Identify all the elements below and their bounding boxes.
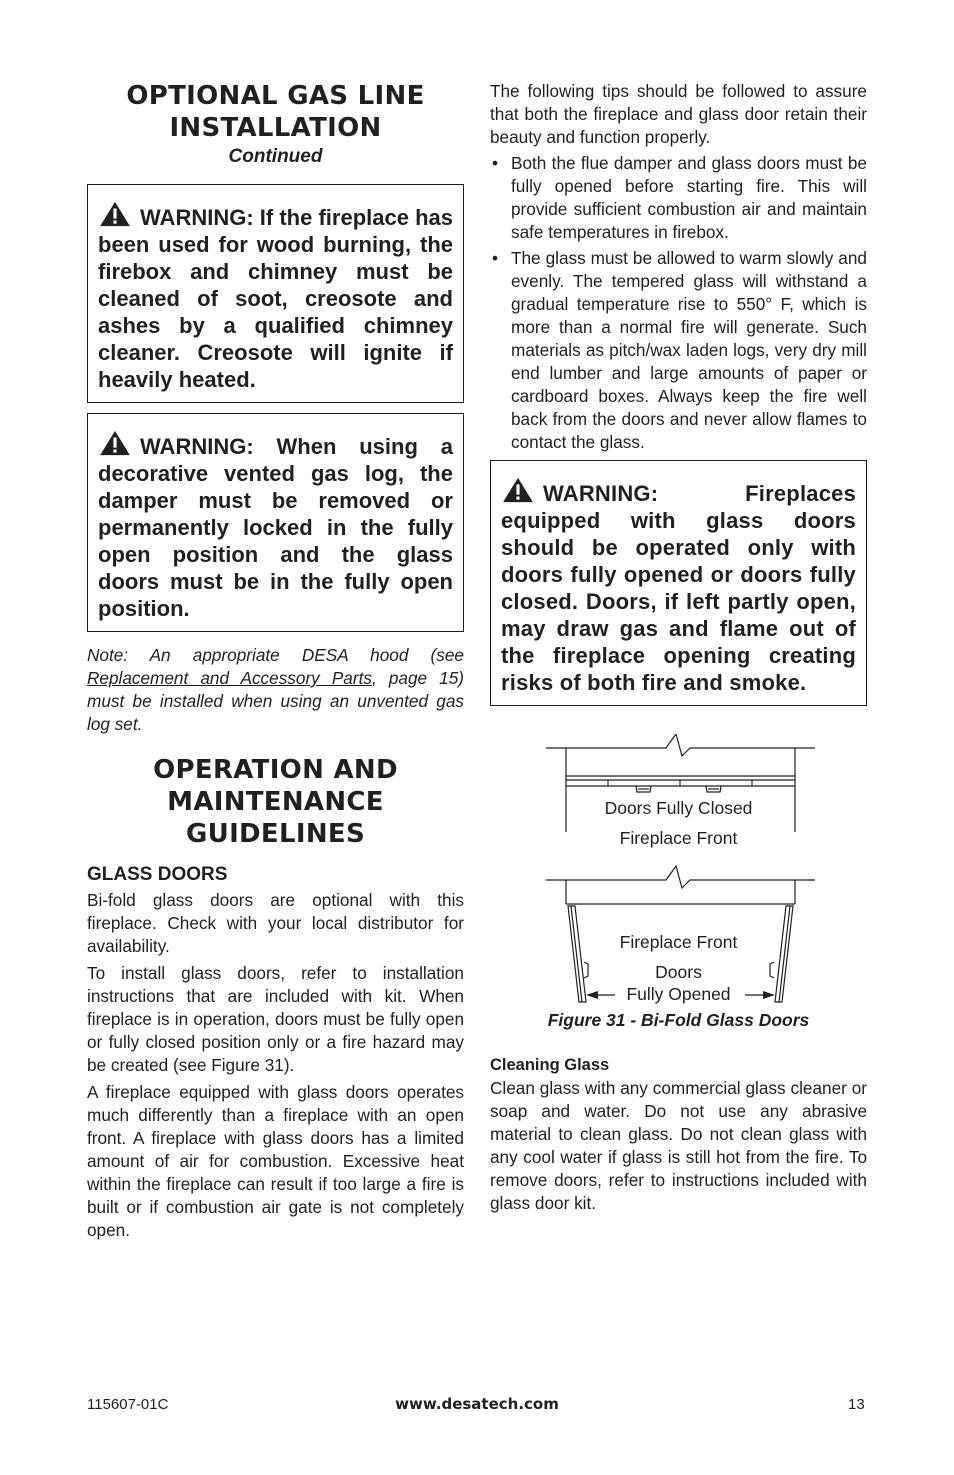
footer-page-number: 13 [848,1396,865,1413]
title-line: INSTALLATION [169,113,382,143]
paragraph-tips-intro: The following tips should be followed to assure that both the fireplace and glass door retain their beauty and function properly. [490,81,867,147]
warning-box-glass-doors [490,460,867,706]
warning-triangle-icon [98,201,132,227]
tips-list [490,152,867,454]
title-line: OPTIONAL GAS LINE [126,81,425,111]
paragraph-installation: To install glass doors, refer to installation instructions that are included with kit. When fireplace is in operation, doors must be fully open or fully closed position only or a fire hazard may be created (see Figure 31). [87,963,464,1075]
label-doors: Doors [655,962,702,982]
paragraph-combustion: A fireplace equipped with glass doors operates much differently than a fireplace with an open front. A fireplace with glass doors has a limited amount of air for combustion. Excessive heat within the fireplace can result if too large a fire is built or if combustion air gate is not completely open. [87,1082,464,1240]
warning-text: WARNING: Fireplaces equipped with glass doors should be operated only with doors fully opened or doors fully closed. Doors, if left partly open, may draw gas and flame out of the fireplace opening creating risks of both fire and smoke. [501,481,856,695]
label-fireplace-front-bottom: Fireplace Front [619,932,738,952]
heading-glass-doors: GLASS DOORS [87,864,228,885]
section-title-operation [87,754,464,850]
list-item [490,152,867,244]
label-fireplace-front-top: Fireplace Front [619,828,738,848]
section-title-gas-line [87,80,464,144]
note-desa-hood [87,644,464,736]
list-item-text: Both the flue damper and glass doors must be fully opened before starting fire. This will provide sufficient combustion air and maintain safe temperatures in firebox. [511,153,867,242]
title-line: GUIDELINES [186,819,365,849]
warning-box-vented-log [87,413,464,632]
warning-text: WARNING: When using a decorative vented gas log, the damper must be removed or permanently locked in the fully open position and the glass doors must be in the fully open position. [98,434,453,621]
bullet: • [492,248,499,268]
warning-box-wood-burning [87,184,464,403]
footer-website-link[interactable]: www.desatech.com [395,1395,559,1413]
figure-bifold-doors [490,734,867,1034]
list-item [490,247,867,454]
list-item-text: The glass must be allowed to warm slowly and evenly. The tempered glass will withstand a gradual temperature rise to 550° F, which is more than a normal fire will generate. Such materials as pitch/wax laden logs, very dry mill end lumber and large amounts of paper or cardboard boxes. Always keep the fire well back from the doors and never allow flames to contact the glass. [511,248,867,452]
warning-triangle-icon [501,477,535,503]
paragraph-cleaning-glass: Clean glass with any commercial glass cleaner or soap and water. Do not use any abrasive material to clean glass. Do not clean glass with any cool water if glass is still hot from the fire. To remove doors, refer to instructions included with glass door kit. [490,1078,867,1213]
left-column [87,80,464,1242]
figure-caption: Figure 31 - Bi-Fold Glass Doors [547,1010,810,1030]
right-column [490,80,867,1215]
title-line: OPERATION AND [153,755,398,785]
warning-triangle-icon [98,430,132,456]
warning-text: WARNING: If the fireplace has been used for wood burning, the firebox and chimney must be cleaned of soot, creosote and ashes by a qualified chimney cleaner. Creosote will ignite if heavily heated. [98,205,453,392]
note-text: Note: An appropriate DESA hood (see [87,645,464,665]
subtitle-continued: Continued [228,146,323,167]
replacement-parts-link[interactable]: Replacement and Accessory Parts [87,668,372,688]
label-doors-fully-closed: Doors Fully Closed [604,798,753,818]
bullet: • [492,153,499,173]
heading-cleaning-glass: Cleaning Glass [490,1056,610,1074]
paragraph-availability: Bi-fold glass doors are optional with this fireplace. Check with your local distributor for availability. [87,890,464,956]
footer-doc-number: 115607-01C [87,1396,169,1413]
label-fully-opened: Fully Opened [626,984,731,1004]
title-line: MAINTENANCE [167,787,384,817]
note-text: , page 15) must be installed when using an unvented gas log set. [87,668,464,734]
